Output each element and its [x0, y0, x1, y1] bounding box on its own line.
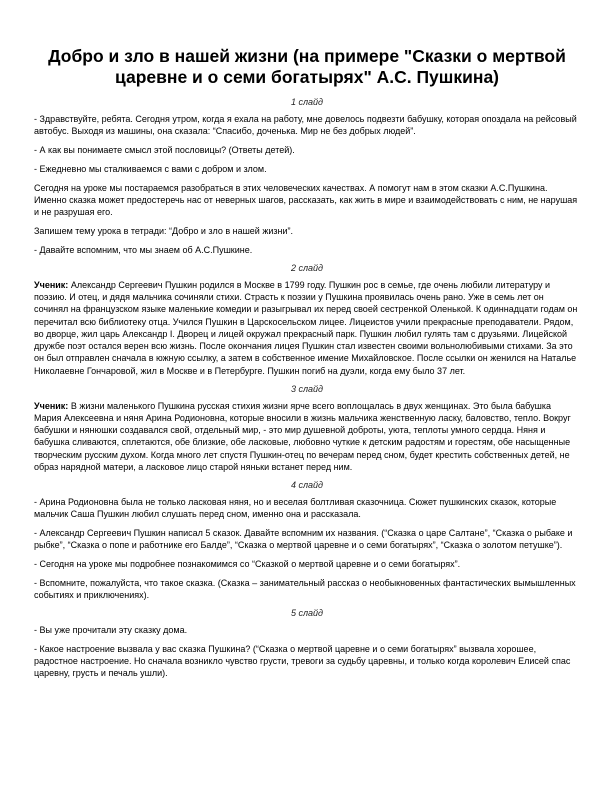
- slide-heading-3: 3 слайд: [290, 383, 324, 394]
- paragraph: - Вспомните, пожалуйста, что такое сказка. (Сказка – занимательный рассказ о необыкновенных фантастических вымышленных событиях и приключениях).: [34, 577, 576, 601]
- speaker-label: Ученик:: [34, 400, 69, 411]
- paragraph: - Давайте вспомним, что мы знаем об А.С.Пушкине.: [34, 244, 253, 255]
- slide-heading-5: 5 слайд: [290, 607, 324, 618]
- page-title: Добро и зло в нашей жизни (на примере "Сказки о мертвой царевне и о семи богатырях" А.С. Пушкина): [48, 46, 566, 87]
- paragraph-text: Александр Сергеевич Пушкин родился в Москве в 1799 году. Пушкин рос в семье, где очень любили литературу и поэзию. И отец, и дядя мальчика сочиняли стихи. Страсть к поэзии у Пушкина проявилась очень рано. Уже в семь лет он сочинял на французском языке маленькие комедии и разыгрывал их перед своей сестренкой Оленькой. К одиннадцати годам он перечитал всю библиотеку отца. Учился Пушкин в Царскосельском лицее. Лицеистов учили прекрасные преподаватели. Рядом, во дворце, жил царь Александр I. Дворец и лицей окружал прекрасный парк. Пушкин любил гулять там с друзьями. Лицейской дружбе поэт остался верен всю жизнь. После окончания лицея Пушкин стал известен своими вольнолюбивыми стихами. За это он был отправлен сначала в южную ссылку, а затем в собственное имение Михайловское. После ссылки он женился на Наталье Николаевне Гончаровой, жил в Москве и в Петербурге. Пушкин погиб на дуэли, когда ему было 37 лет.: [34, 279, 578, 376]
- paragraph: - Александр Сергеевич Пушкин написал 5 сказок. Давайте вспомним их названия. (“Сказка о царе Салтане”, “Сказка о рыбаке и рыбке”, “Сказка о попе и работнике его Балде”, “Сказка о мертвой царевне и о семи богатырях”, “Сказка о золотом петушке”).: [34, 527, 573, 551]
- paragraph: - Вы уже прочитали эту сказку дома.: [34, 624, 188, 635]
- student-paragraph: [34, 279, 580, 377]
- slide-heading-4: 4 слайд: [290, 479, 324, 490]
- slide-heading-2: 2 слайд: [290, 262, 324, 273]
- paragraph: Сегодня на уроке мы постараемся разобраться в этих человеческих качествах. А помогут нам в этом сказки А.С.Пушкина. Именно сказка может предостеречь нас от неверных шагов, рассказать, как жить в мире и взаимодействовать с ним, не нарушая и не разрушая его.: [34, 182, 578, 218]
- speaker-label: Ученик:: [34, 279, 69, 290]
- slide-heading-1: 1 слайд: [290, 97, 324, 107]
- paragraph: - Здравствуйте, ребята. Сегодня утром, когда я ехала на работу, мне довелось подвезти бабушку, которая опоздала на рейсовый автобус. Выходя из машины, она сказала: “Спасибо, доченька. Мир не без добрых людей”.: [34, 114, 577, 137]
- paragraph: - Арина Родионовна была не только ласковая няня, но и веселая болтливая сказочница. Сюжет пушкинских сказок, которые мальчик Саша Пушкин любил слушать перед сном, именно она и рассказала.: [34, 496, 557, 520]
- paragraph-text: В жизни маленького Пушкина русская стихия жизни ярче всего воплощалась в двух женщинах. Это была бабушка Мария Алексеевна и няня Арина Родионовна, которые вносили в жизнь мальчика женственную ласку, баловство, тепло. Вокруг бабушки и нянюшки создавался свой, отдельный мир, - это мир душевной доброты, уюта, теплоты умного сердца. Няня и бабушка сливаются, сплетаются, обе близкие, обе ласковые, любовно чуткие к детским радостям и горестям, обе насыщенные творческим русским духом. Когда много лет спустя Пушкин-отец по вечерам перед сном, будет крестить собственных детей, не образ нарядной матери, а ласковое лицо старой няньки встанет перед ним.: [34, 400, 571, 473]
- paragraph: Запишем тему урока в тетради: “Добро и зло в нашей жизни”.: [34, 226, 294, 237]
- student-paragraph: [34, 400, 580, 474]
- paragraph: - Какое настроение вызвала у вас сказка Пушкина? (“Сказка о мертвой царевне и о семи богатырях” вызвала хорошее, радостное настроение. Но сначала возникло чувство грусти, тревоги за судьбу царевны, и только когда королевич Елисей спас царевну, грусть и печаль ушли).: [34, 643, 571, 679]
- paragraph: - Сегодня на уроке мы подробнее познакомимся со “Сказкой о мертвой царевне и о семи богатырях”.: [34, 559, 461, 570]
- paragraph: - А как вы понимаете смысл этой пословицы? (Ответы детей).: [34, 145, 295, 156]
- paragraph: - Ежедневно мы сталкиваемся с вами с добром и злом.: [34, 163, 267, 174]
